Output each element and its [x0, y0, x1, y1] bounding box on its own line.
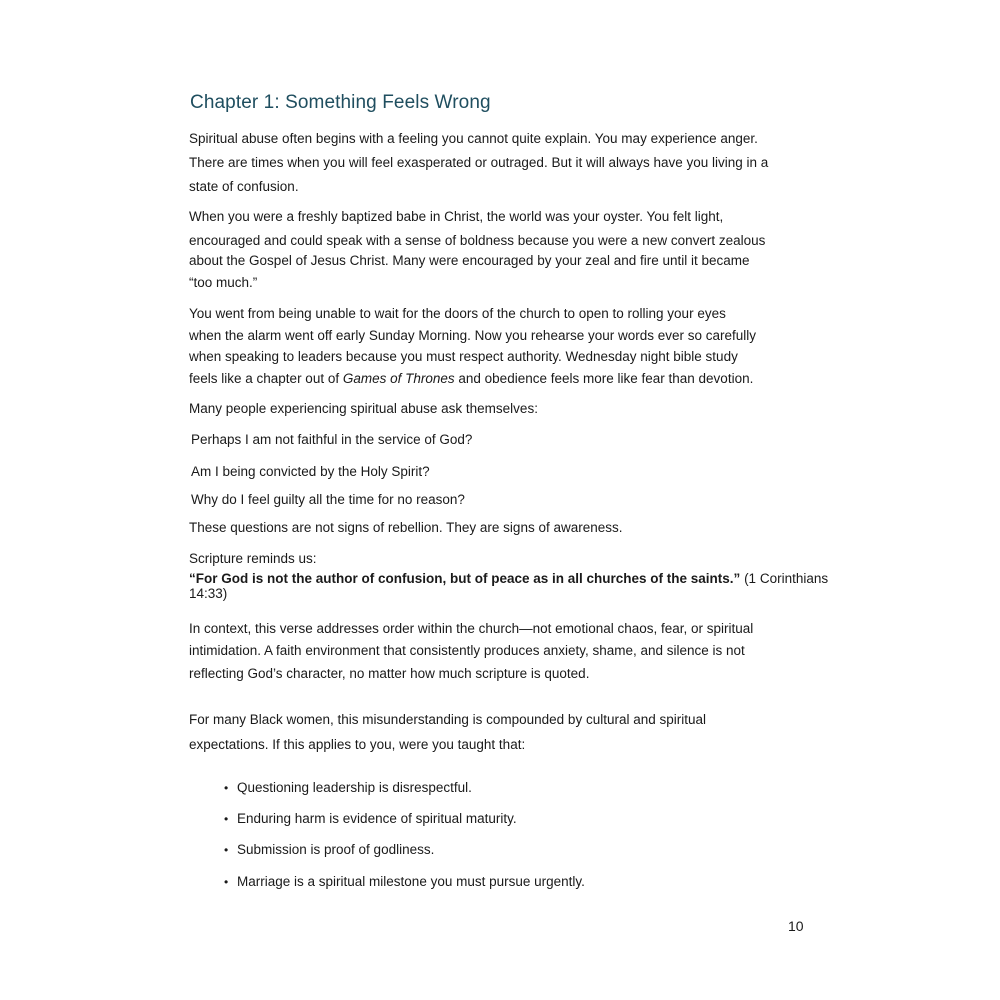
text-before-title: feels like a chapter out of	[189, 371, 343, 386]
paragraph-line: Spiritual abuse often begins with a feeling you cannot quite explain. You may experience anger.	[189, 131, 758, 146]
bullet-item: Submission is proof of godliness.	[237, 842, 435, 857]
question-item: Perhaps I am not faithful in the service of God?	[191, 432, 473, 447]
paragraph-line: When you were a freshly baptized babe in Christ, the world was your oyster. You felt light,	[189, 209, 724, 224]
chapter-title: Chapter 1: Something Feels Wrong	[190, 92, 491, 113]
verse-text: “For God is not the author of confusion, but of peace as in all churches of the saints.”	[189, 571, 741, 586]
scripture-intro: Scripture reminds us:	[189, 551, 317, 566]
paragraph-line: state of confusion.	[189, 179, 299, 194]
bullet-item: Marriage is a spiritual milestone you must pursue urgently.	[237, 874, 585, 889]
question-item: Why do I feel guilty all the time for no reason?	[191, 492, 465, 507]
book-title: Games of Thrones	[342, 371, 455, 386]
verse-reference-continued: 14:33)	[189, 586, 228, 601]
paragraph-line-with-title	[189, 371, 753, 387]
paragraph-line: about the Gospel of Jesus Christ. Many were encouraged by your zeal and fire until it became	[189, 253, 750, 268]
paragraph-line: In context, this verse addresses order within the church—not emotional chaos, fear, or spiritual	[189, 621, 754, 636]
paragraph-line: reflecting God’s character, no matter how much scripture is quoted.	[189, 666, 590, 681]
paragraph-line: intimidation. A faith environment that consistently produces anxiety, shame, and silence is not	[189, 643, 745, 658]
paragraph-4: Many people experiencing spiritual abuse ask themselves:	[189, 401, 538, 416]
paragraph-line: expectations. If this applies to you, were you taught that:	[189, 737, 526, 752]
bullet-dot-icon: •	[224, 843, 229, 857]
paragraph-line: You went from being unable to wait for the doors of the church to open to rolling your eyes	[189, 306, 726, 321]
text-after-title: and obedience feels more like fear than devotion.	[454, 371, 754, 386]
scripture-verse	[189, 571, 828, 586]
question-item: Am I being convicted by the Holy Spirit?	[191, 464, 430, 479]
paragraph-line: For many Black women, this misunderstanding is compounded by cultural and spiritual	[189, 712, 707, 727]
bullet-item: Enduring harm is evidence of spiritual maturity.	[237, 811, 517, 826]
paragraph-line: when speaking to leaders because you must respect authority. Wednesday night bible study	[189, 349, 738, 364]
paragraph-line: “too much.”	[189, 275, 258, 290]
paragraph-5: These questions are not signs of rebellion. They are signs of awareness.	[189, 520, 623, 535]
paragraph-line: There are times when you will feel exasperated or outraged. But it will always have you living in a	[189, 155, 769, 170]
page-number: 10	[788, 918, 804, 934]
verse-reference: (1 Corinthians	[740, 571, 829, 586]
paragraph-line: encouraged and could speak with a sense of boldness because you were a new convert zealous	[189, 233, 766, 248]
bullet-dot-icon: •	[224, 812, 229, 826]
bullet-dot-icon: •	[224, 875, 229, 889]
bullet-item: Questioning leadership is disrespectful.	[237, 780, 472, 795]
paragraph-line: when the alarm went off early Sunday Morning. Now you rehearse your words ever so carefully	[189, 328, 757, 343]
bullet-dot-icon: •	[224, 781, 229, 795]
